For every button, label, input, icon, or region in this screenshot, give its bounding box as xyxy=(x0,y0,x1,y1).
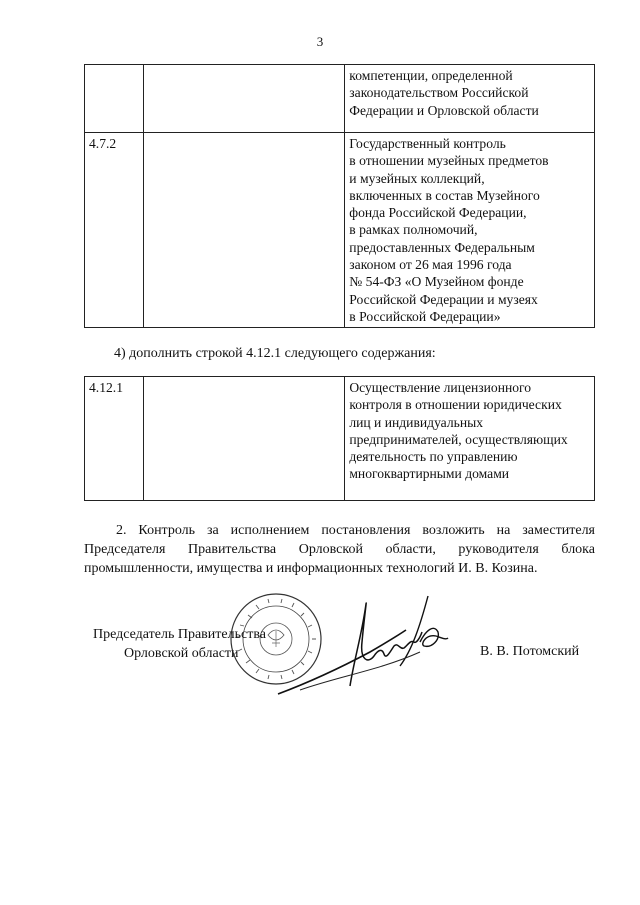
signatory-name: В. В. Потомский xyxy=(480,644,580,659)
function-description-cell: Осуществление лицензионного контроля в отношении юридических лиц и индивидуальных предпринимателей, осуществляющих деятельность по управлению многоквартирными домами xyxy=(345,377,595,501)
signatory-title-line2: Орловской области xyxy=(124,646,239,661)
signatory-title xyxy=(93,625,266,663)
empty-cell xyxy=(144,133,345,328)
function-description-cell: компетенции, определенной законодательством Российской Федерации и Орловской области xyxy=(345,65,595,133)
row-number-cell: 4.7.2 xyxy=(85,133,144,328)
handwritten-signature xyxy=(270,590,460,700)
signatory-title-line1: Председатель Правительства xyxy=(93,627,266,642)
table-row xyxy=(85,133,595,328)
row-number-cell: 4.12.1 xyxy=(85,377,144,501)
new-row-table xyxy=(84,376,595,501)
page-number: 3 xyxy=(316,34,324,49)
functions-table-continued xyxy=(84,64,595,328)
table-row xyxy=(85,377,595,501)
amendment-intro: 4) дополнить строкой 4.12.1 следующего содержания: xyxy=(114,346,436,361)
row-number-cell xyxy=(85,65,144,133)
table-row xyxy=(85,65,595,133)
empty-cell xyxy=(144,377,345,501)
function-description-cell: Государственный контроль в отношении музейных предметов и музейных коллекций, включенных в состав Музейного фонда Российской Федерации, в рамках полномочий, предоставленных Федеральным законом от 26 мая 1996 года № 54-ФЗ «О Музейном фонде Российской Федерации и музеях в Российской Федерации» xyxy=(345,133,595,328)
empty-cell xyxy=(144,65,345,133)
control-paragraph: 2. Контроль за исполнением постановления возложить на заместителя Председателя Правительства Орловской области, руководителя блока промышленности, имущества и информационных технологий И. В. Козина. xyxy=(84,523,595,576)
